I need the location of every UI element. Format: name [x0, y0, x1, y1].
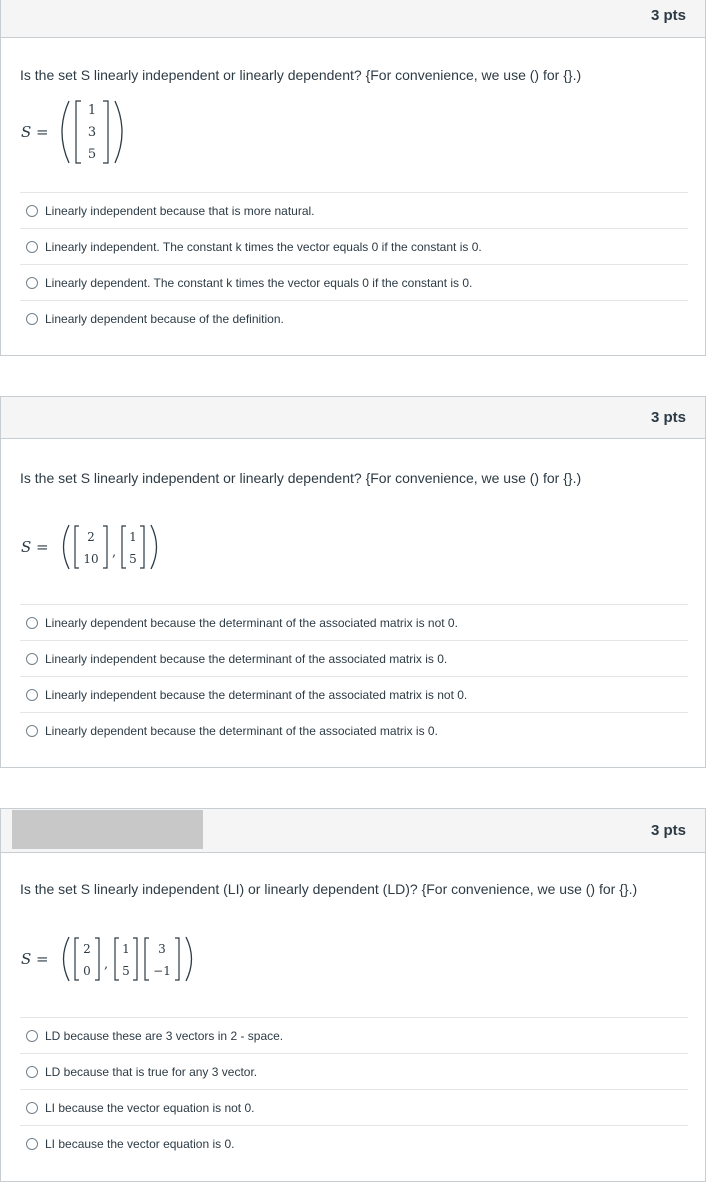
left-paren: [64, 525, 70, 569]
answer-option[interactable]: [20, 676, 688, 712]
points-label: 3 pts: [650, 822, 686, 839]
vector-entry: 2: [83, 942, 91, 956]
answer-option[interactable]: [20, 1089, 688, 1125]
radio-button[interactable]: [26, 725, 38, 737]
points-label: 3 pts: [650, 409, 686, 426]
vector-entry: 5: [87, 147, 97, 162]
set-symbol: S: [21, 538, 32, 556]
question-3: [0, 808, 706, 1182]
answer-label: Linearly dependent. The constant k times the vector equals 0 if the constant is 0.: [45, 275, 473, 290]
vector-entry: 3: [87, 125, 97, 140]
question-text: Is the set S linearly independent or linearly dependent? {For convenience, we use () for {}.): [20, 470, 582, 486]
vector-entry: 1: [87, 103, 97, 118]
answer-option[interactable]: [20, 712, 688, 748]
left-bracket: [75, 526, 79, 568]
set-equation: [21, 97, 141, 172]
set-symbol: S: [21, 950, 32, 968]
answer-label: Linearly independent because the determinant of the associated matrix is not 0.: [45, 687, 468, 702]
vector-separator: ,: [112, 545, 117, 560]
answer-label: Linearly dependent because the determinant of the associated matrix is 0.: [45, 723, 438, 738]
radio-button[interactable]: [26, 1066, 38, 1078]
left-paren: [62, 101, 69, 163]
left-paren: [64, 937, 70, 981]
right-bracket: [103, 526, 107, 568]
points-label: 3 pts: [650, 7, 686, 24]
answer-list: [20, 604, 688, 748]
radio-button[interactable]: [26, 277, 38, 289]
left-bracket: [115, 938, 119, 980]
radio-button[interactable]: [26, 241, 38, 253]
answer-option[interactable]: [20, 1053, 688, 1089]
question-1: [0, 0, 706, 356]
question-2: [0, 396, 706, 768]
vector-separator: ,: [104, 957, 109, 972]
answer-option[interactable]: [20, 228, 688, 264]
right-bracket: [140, 526, 144, 568]
right-bracket: [175, 938, 179, 980]
answer-list: [20, 192, 688, 336]
vector-entry: 0: [83, 964, 91, 978]
answer-option[interactable]: [20, 640, 688, 676]
right-bracket: [95, 938, 99, 980]
answer-list: [20, 1017, 688, 1161]
answer-label: LD because that is true for any 3 vector.: [45, 1064, 258, 1079]
question-text: Is the set S linearly independent (LI) or linearly dependent (LD)? {For convenience, we use () for {}.): [20, 881, 638, 897]
answer-option[interactable]: [20, 300, 688, 336]
radio-button[interactable]: [26, 617, 38, 629]
answer-option[interactable]: [20, 264, 688, 300]
question-header: [1, 0, 705, 38]
set-equation: [21, 934, 221, 989]
answer-label: Linearly independent. The constant k times the vector equals 0 if the constant is 0.: [45, 239, 482, 254]
equals-sign: =: [36, 950, 49, 968]
radio-button[interactable]: [26, 653, 38, 665]
answer-option[interactable]: [20, 192, 688, 228]
vector-entry: 1: [129, 530, 137, 544]
vector-entry: 3: [158, 942, 166, 956]
vector-entry: 1: [122, 942, 130, 956]
vector-entry: 5: [129, 552, 137, 566]
answer-label: Linearly independent because the determinant of the associated matrix is 0.: [45, 651, 448, 666]
answer-label: LI because the vector equation is 0.: [45, 1136, 235, 1151]
radio-button[interactable]: [26, 313, 38, 325]
right-paren: [151, 525, 157, 569]
radio-button[interactable]: [26, 205, 38, 217]
vector-entry: 5: [122, 964, 130, 978]
question-header: [1, 809, 705, 853]
equals-sign: =: [36, 538, 49, 556]
right-bracket: [133, 938, 137, 980]
answer-label: LI because the vector equation is not 0.: [45, 1100, 255, 1115]
set-symbol: S: [21, 123, 32, 141]
left-bracket: [122, 526, 126, 568]
right-paren: [186, 937, 192, 981]
set-equation: [21, 522, 181, 577]
answer-label: LD because these are 3 vectors in 2 - space.: [45, 1028, 284, 1043]
answer-option[interactable]: [20, 604, 688, 640]
right-bracket: [103, 101, 108, 163]
answer-option[interactable]: [20, 1125, 688, 1161]
vector-entry: 2: [87, 530, 95, 544]
radio-button[interactable]: [26, 1102, 38, 1114]
vector-entry: 10: [83, 552, 99, 566]
redacted-region: [12, 810, 203, 849]
vector-entry: −1: [153, 964, 171, 978]
answer-label: Linearly dependent because of the definition.: [45, 311, 284, 326]
question-header: [1, 397, 705, 439]
left-bracket: [145, 938, 149, 980]
left-bracket: [76, 101, 81, 163]
right-paren: [115, 101, 122, 163]
radio-button[interactable]: [26, 1030, 38, 1042]
question-text: Is the set S linearly independent or linearly dependent? {For convenience, we use () for {}.): [20, 67, 582, 83]
radio-button[interactable]: [26, 689, 38, 701]
answer-option[interactable]: [20, 1017, 688, 1053]
equals-sign: =: [36, 123, 49, 141]
left-bracket: [75, 938, 79, 980]
answer-label: Linearly independent because that is more natural.: [45, 203, 315, 218]
radio-button[interactable]: [26, 1138, 38, 1150]
answer-label: Linearly dependent because the determinant of the associated matrix is not 0.: [45, 615, 458, 630]
